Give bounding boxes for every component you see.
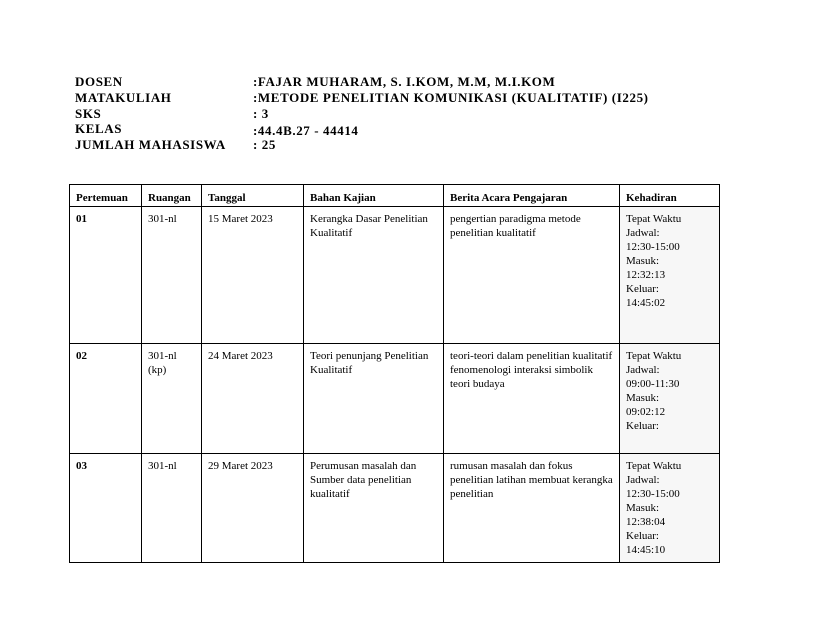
- cell-tanggal: 15 Maret 2023: [202, 207, 304, 344]
- kehadiran-line: 12:32:13: [626, 269, 666, 281]
- kehadiran-line: 14:45:10: [626, 544, 666, 556]
- table-row: [70, 344, 720, 454]
- info-label: MATAKULIAH: [75, 90, 172, 105]
- cell-ruangan: 301-nl (kp): [142, 344, 202, 454]
- info-value: : 3: [253, 106, 269, 121]
- cell-kehadiran: [620, 344, 720, 454]
- kehadiran-line: Jadwal:: [626, 227, 660, 239]
- kehadiran-line: 14:45:02: [626, 297, 666, 309]
- info-label: DOSEN: [75, 74, 123, 89]
- kehadiran-line: Tepat Waktu: [626, 213, 682, 225]
- cell-ruangan: 301-nl: [142, 207, 202, 344]
- kehadiran-line: 12:38:04: [626, 516, 666, 528]
- cell-tanggal: 29 Maret 2023: [202, 454, 304, 563]
- kehadiran-line: Jadwal:: [626, 474, 660, 486]
- table-row: [70, 454, 720, 563]
- kehadiran-line: Tepat Waktu: [626, 350, 682, 362]
- cell-kehadiran: [620, 454, 720, 563]
- kehadiran-line: Keluar:: [626, 530, 659, 542]
- cell-pertemuan: 03: [70, 454, 142, 563]
- kehadiran-line: Masuk:: [626, 502, 659, 514]
- cell-berita-acara: rumusan masalah dan fokus penelitian latihan membuat kerangka penelitian: [444, 454, 620, 563]
- cell-berita-acara: pengertian paradigma metode penelitian kualitatif: [444, 207, 620, 344]
- header-kehadiran: Kehadiran: [620, 185, 720, 207]
- info-label: JUMLAH MAHASISWA: [75, 137, 226, 152]
- info-label: SKS: [75, 106, 102, 121]
- cell-berita-acara: teori-teori dalam penelitian kualitatif fenomenologi interaksi simbolik teori budaya: [444, 344, 620, 454]
- kehadiran-line: 09:00-11:30: [626, 378, 680, 390]
- info-value: :44.4B.27 - 44414: [253, 123, 359, 138]
- cell-bahan-kajian: Kerangka Dasar Penelitian Kualitatif: [304, 207, 444, 344]
- table-header-row: [70, 185, 720, 207]
- header-tanggal: Tanggal: [202, 185, 304, 207]
- cell-ruangan: 301-nl: [142, 454, 202, 563]
- kehadiran-line: Jadwal:: [626, 364, 660, 376]
- info-value: : 25: [253, 137, 276, 152]
- cell-bahan-kajian: Perumusan masalah dan Sumber data penelitian kualitatif: [304, 454, 444, 563]
- cell-tanggal: 24 Maret 2023: [202, 344, 304, 454]
- cell-pertemuan: 01: [70, 207, 142, 344]
- header-berita-acara: Berita Acara Pengajaran: [444, 185, 620, 207]
- kehadiran-line: Masuk:: [626, 392, 659, 404]
- kehadiran-line: Keluar:: [626, 420, 659, 432]
- cell-kehadiran: [620, 207, 720, 344]
- table-row: [70, 207, 720, 344]
- cell-bahan-kajian: Teori penunjang Penelitian Kualitatif: [304, 344, 444, 454]
- info-label: KELAS: [75, 121, 123, 136]
- kehadiran-line: 12:30-15:00: [626, 241, 680, 253]
- attendance-table: [69, 184, 720, 563]
- kehadiran-line: Keluar:: [626, 283, 659, 295]
- kehadiran-line: Tepat Waktu: [626, 460, 682, 472]
- header-ruangan: Ruangan: [142, 185, 202, 207]
- info-value: :FAJAR MUHARAM, S. I.KOM, M.M, M.I.KOM: [253, 74, 556, 89]
- info-value: :METODE PENELITIAN KOMUNIKASI (KUALITATIF) (I225): [253, 90, 649, 105]
- kehadiran-line: 09:02:12: [626, 406, 666, 418]
- kehadiran-line: 12:30-15:00: [626, 488, 680, 500]
- header-bahan-kajian: Bahan Kajian: [304, 185, 444, 207]
- header-pertemuan: Pertemuan: [70, 185, 142, 207]
- kehadiran-line: Masuk:: [626, 255, 659, 267]
- cell-pertemuan: 02: [70, 344, 142, 454]
